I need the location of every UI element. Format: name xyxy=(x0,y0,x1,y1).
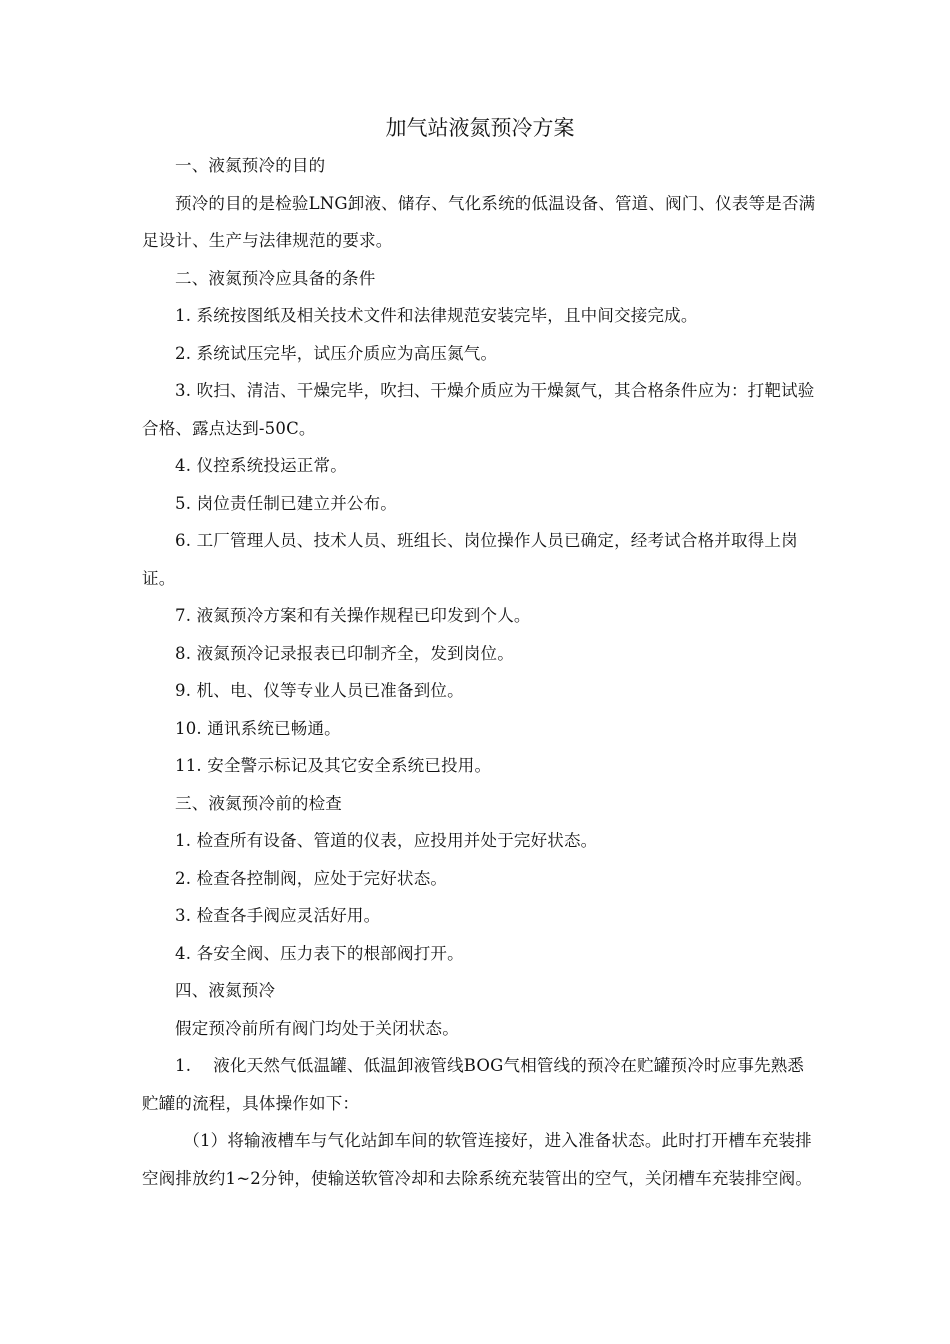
check-item-4: 4. 各安全阀、压力表下的根部阀打开。 xyxy=(175,943,464,963)
document-body xyxy=(142,113,818,1197)
condition-item-5: 5. 岗位责任制已建立并公布。 xyxy=(175,493,397,513)
paragraph-purpose: 预冷的目的是检验LNG卸液、储存、气化系统的低温设备、管道、阀门、仪表等是否满足设计、生产与法律规范的要求。 xyxy=(142,193,816,250)
condition-item-1: 1. 系统按图纸及相关技术文件和法律规范安装完毕，且中间交接完成。 xyxy=(175,306,698,325)
condition-item-10: 10. 通讯系统已畅通。 xyxy=(175,718,341,738)
condition-item-6: 6. 工厂管理人员、技术人员、班组长、岗位操作人员已确定，经考试合格并取得上岗证。 xyxy=(142,531,798,588)
section-heading-1: 一、液氮预冷的目的 xyxy=(175,156,326,175)
document-title: 加气站液氮预冷方案 xyxy=(385,116,575,140)
condition-item-11: 11. 安全警示标记及其它安全系统已投用。 xyxy=(175,756,492,775)
check-item-3: 3. 检查各手阀应灵活好用。 xyxy=(175,906,381,925)
condition-item-3: 3. 吹扫、清洁、干燥完毕，吹扫、干燥介质应为干燥氮气，其合格条件应为：打靶试验合格、露点达到-50C。 xyxy=(142,381,815,438)
section-heading-2: 二、液氮预冷应具备的条件 xyxy=(175,268,376,288)
condition-item-7: 7. 液氮预冷方案和有关操作规程已印发到个人。 xyxy=(175,606,531,625)
condition-item-4: 4. 仪控系统投运正常。 xyxy=(175,456,347,475)
check-item-1: 1. 检查所有设备、管道的仪表，应投用并处于完好状态。 xyxy=(175,831,598,850)
section-heading-4: 四、液氮预冷 xyxy=(175,981,276,1000)
condition-item-2: 2. 系统试压完毕，试压介质应为高压氮气。 xyxy=(175,343,498,363)
condition-item-9: 9. 机、电、仪等专业人员已准备到位。 xyxy=(175,681,464,700)
section-heading-3: 三、液氮预冷前的检查 xyxy=(175,793,342,813)
condition-item-8: 8. 液氮预冷记录报表已印制齐全，发到岗位。 xyxy=(175,643,514,663)
precool-step-1: 1. 液化天然气低温罐、低温卸液管线BOG气相管线的预冷在贮罐预冷时应事先熟悉贮罐的流程，具体操作如下： xyxy=(142,1056,805,1113)
check-item-2: 2. 检查各控制阀，应处于完好状态。 xyxy=(175,868,448,888)
precool-substep-1: （1）将输液槽车与气化站卸车间的软管连接好，进入准备状态。此时打开槽车充装排空阀排放约1~2分钟，使输送软管冷却和去除系统充装管出的空气，关闭槽车充装排空阀。 xyxy=(142,1131,813,1188)
precool-assumption: 假定预冷前所有阀门均处于关闭状态。 xyxy=(175,1018,459,1038)
